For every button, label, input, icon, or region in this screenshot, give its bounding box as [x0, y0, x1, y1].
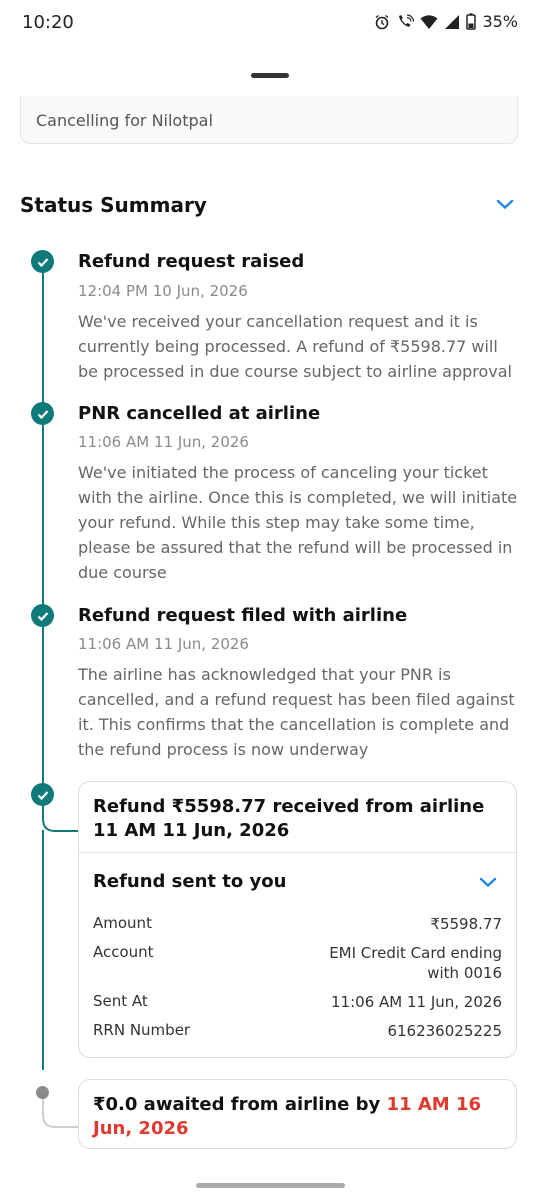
- step-check-icon: [31, 604, 54, 627]
- sheet-drag-handle[interactable]: [251, 73, 289, 78]
- detail-label: Amount: [93, 914, 152, 932]
- step-description: The airline has acknowledged that your PNR is cancelled, and a refund request has been filed against it. This confirms that the cancellation is complete and the refund process is now underway: [78, 665, 515, 759]
- timeline-connector-pending: [41, 1095, 81, 1135]
- step-title: PNR cancelled at airline: [78, 403, 321, 424]
- step-title: Refund request filed with airline: [78, 605, 408, 626]
- battery-icon: [466, 13, 476, 30]
- detail-value: 11:06 AM 11 Jun, 2026: [331, 993, 502, 1011]
- timeline-line-pending: [42, 830, 44, 1070]
- awaited-text: [93, 1093, 503, 1141]
- cancelling-for-box: [20, 96, 518, 144]
- detail-value: 616236025225: [387, 1022, 502, 1040]
- step-description: We've initiated the process of canceling your ticket with the airline. Once this is completed, we will initiate your refund. While this step may take some time, please be assured that the refund will be processed in due course: [78, 463, 518, 582]
- detail-label: RRN Number: [93, 1021, 191, 1039]
- detail-label: Account: [93, 943, 154, 961]
- card-divider: [79, 852, 516, 853]
- timeline-line: [42, 262, 44, 792]
- step-time: 11:06 AM 11 Jun, 2026: [78, 433, 249, 451]
- signal-icon: [444, 14, 460, 30]
- detail-value: EMI Credit Card ending with 0016: [329, 944, 502, 982]
- status-time: 10:20: [22, 12, 74, 33]
- refund-received-title: Refund ₹5598.77 received from airline 11 AM 11 Jun, 2026: [93, 796, 485, 841]
- pending-step-dot: [36, 1086, 49, 1099]
- detail-value: ₹5598.77: [430, 915, 502, 933]
- chevron-down-icon[interactable]: [495, 196, 515, 212]
- refund-received-card: [78, 781, 517, 1058]
- wifi-call-icon: [396, 14, 414, 30]
- status-icons: [374, 12, 518, 31]
- step-description: We've received your cancellation request and it is currently being processed. A refund of ₹5598.77 will be processed in due course subject to airline approval: [78, 312, 512, 381]
- detail-label: Sent At: [93, 992, 148, 1010]
- step-title: Refund request raised: [78, 251, 305, 272]
- refund-sent-title: Refund sent to you: [93, 871, 287, 892]
- step-time: 12:04 PM 10 Jun, 2026: [78, 282, 248, 300]
- step-check-icon: [31, 250, 54, 273]
- status-bar: [0, 0, 540, 48]
- step-time: 11:06 AM 11 Jun, 2026: [78, 635, 249, 653]
- chevron-down-icon[interactable]: [478, 874, 498, 890]
- step-check-icon: [31, 783, 54, 806]
- gesture-nav-bar[interactable]: [196, 1183, 345, 1188]
- wifi-icon: [420, 14, 438, 30]
- cancelling-for-text: Cancelling for Nilotpal: [36, 111, 213, 130]
- awaited-date: 11 AM 16 Jun, 2026: [93, 1094, 482, 1139]
- battery-percent: 35%: [482, 12, 518, 31]
- awaited-prefix: ₹0.0 awaited from airline by: [93, 1094, 387, 1115]
- status-summary-title: Status Summary: [20, 193, 207, 217]
- awaited-card: [78, 1079, 517, 1149]
- step-check-icon: [31, 402, 54, 425]
- alarm-icon: [374, 14, 390, 30]
- refund-sent-toggle[interactable]: [79, 854, 516, 906]
